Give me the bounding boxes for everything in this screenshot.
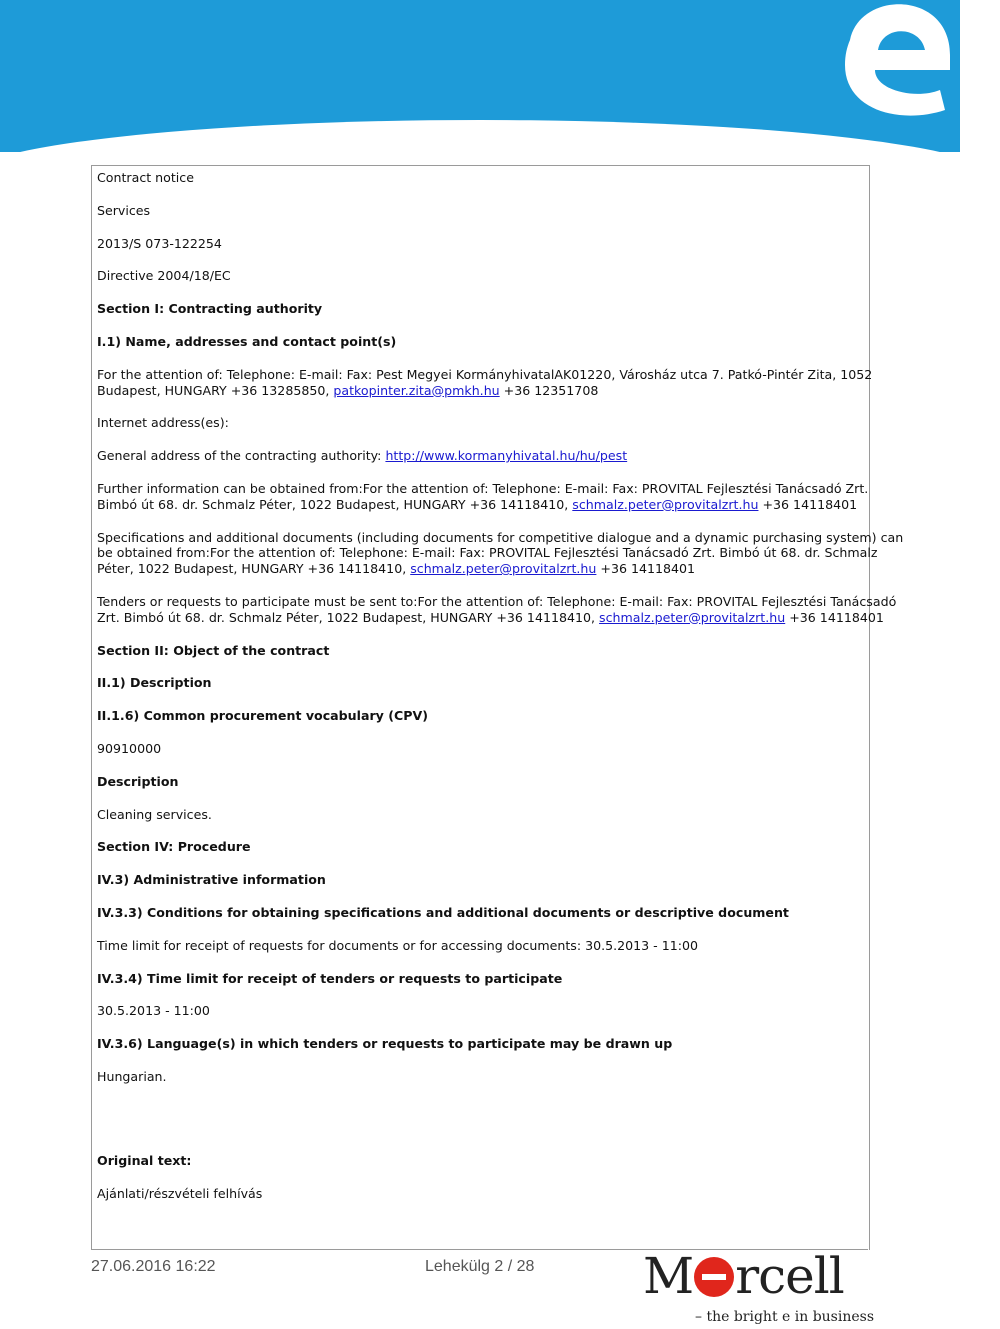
description-text: Cleaning services. (97, 806, 212, 822)
stylized-e-logo-icon (820, 0, 960, 120)
further-info-block (97, 481, 897, 513)
contact-email-link[interactable]: patkopinter.zita@pmkh.hu (333, 382, 500, 398)
contact-line (97, 383, 897, 399)
notice-content (97, 170, 904, 1218)
brand-tagline: – the bright e in business (695, 1309, 875, 1325)
tenders-email-link[interactable]: schmalz.peter@provitalzrt.hu (599, 609, 786, 625)
section-4-3-heading: IV.3) Administrative information (97, 872, 326, 888)
contact-line: For the attention of: Telephone: E-mail: Fax: Pest Megyei KormányhivatalAK01220, Városház utca 7. Patkó-Pintér Zita, 1052 (97, 366, 873, 382)
general-address-label: General address of the contracting authority: (97, 448, 386, 464)
brand-word-end: rcell (735, 1247, 844, 1305)
contact-block (97, 367, 897, 399)
specifications-block (97, 529, 904, 577)
documents-time-limit: Time limit for receipt of requests for documents or for accessing documents: 30.5.2013 - 11:00 (97, 937, 699, 953)
section-2-heading: Section II: Object of the contract (97, 642, 330, 658)
footer-date: 27.06.2016 16:22 (91, 1258, 216, 1275)
section-1-heading: Section I: Contracting authority (97, 301, 323, 317)
section-4-3-6-heading: IV.3.6) Language(s) in which tenders or requests to participate may be drawn up (97, 1036, 673, 1052)
contact-text: Budapest, HUNGARY +36 13285850, (97, 382, 334, 398)
notice-directive: Directive 2004/18/EC (97, 268, 231, 284)
specifications-email-link[interactable]: schmalz.peter@provitalzrt.hu (410, 561, 597, 577)
footer-page-number: Lehekülg 2 / 28 (425, 1258, 535, 1275)
further-info-line: Further information can be obtained from:For the attention of: Telephone: E-mail: Fax: PROVITAL Fejlesztési Tanácsadó Zrt. (97, 480, 869, 496)
brand-wordmark (643, 1247, 844, 1305)
section-4-heading: Section IV: Procedure (97, 839, 251, 855)
tender-deadline: 30.5.2013 - 11:00 (97, 1003, 210, 1019)
specifications-text: Péter, 1022 Budapest, HUNGARY +36 14118410, (97, 561, 411, 577)
general-address (97, 448, 897, 464)
further-info-phone: +36 14118401 (758, 496, 858, 512)
tenders-line: Tenders or requests to participate must be sent to:For the attention of: Telephone: E-mail: Fax: PROVITAL Fejlesztési Tanácsadó (97, 593, 897, 609)
notice-title: Contract notice (97, 170, 194, 185)
brand-e-icon (694, 1257, 734, 1297)
specifications-line: Specifications and additional documents (including documents for competitive dialogue and a dynamic purchasing system) can (97, 529, 904, 545)
brand-word-start: M (643, 1247, 694, 1305)
specifications-phone: +36 14118401 (596, 561, 696, 577)
further-info-line (97, 497, 897, 513)
section-1-1-heading: I.1) Name, addresses and contact point(s) (97, 333, 397, 349)
tenders-line (97, 610, 897, 626)
authority-url-link[interactable]: http://www.kormanyhivatal.hu/hu/pest (385, 448, 628, 464)
language-text: Hungarian. (97, 1068, 167, 1084)
further-info-text: Bimbó út 68. dr. Schmalz Péter, 1022 Budapest, HUNGARY +36 14118410, (97, 496, 573, 512)
tenders-phone: +36 14118401 (785, 609, 884, 625)
header-banner (0, 0, 960, 152)
specifications-line: be obtained from:For the attention of: Telephone: E-mail: Fax: PROVITAL Fejlesztési Tanácsadó Zrt. Bimbó út 68. dr. Schmalz (97, 545, 878, 561)
notice-type: Services (97, 202, 151, 218)
tenders-block (97, 594, 897, 626)
cpv-code: 90910000 (97, 740, 162, 756)
contact-phone: +36 12351708 (499, 382, 599, 398)
section-2-1-6-heading: II.1.6) Common procurement vocabulary (CPV) (97, 708, 428, 724)
section-4-3-4-heading: IV.3.4) Time limit for receipt of tenders or requests to participate (97, 970, 563, 986)
internet-addresses-label: Internet address(es): (97, 415, 229, 431)
marcell-logo-icon (643, 1247, 875, 1329)
further-info-email-link[interactable]: schmalz.peter@provitalzrt.hu (572, 496, 759, 512)
specifications-line (97, 561, 897, 577)
original-text: Ajánlati/részvételi felhívás (97, 1185, 263, 1201)
notice-frame (91, 165, 904, 1250)
description-heading: Description (97, 773, 179, 789)
section-4-3-3-heading: IV.3.3) Conditions for obtaining specifications and additional documents or descriptive document (97, 904, 789, 920)
notice-reference: 2013/S 073-122254 (97, 235, 222, 251)
tenders-text: Zrt. Bimbó út 68. dr. Schmalz Péter, 1022 Budapest, HUNGARY +36 14118410, (97, 609, 600, 625)
original-text-heading: Original text: (97, 1152, 192, 1168)
section-2-1-heading: II.1) Description (97, 675, 212, 691)
